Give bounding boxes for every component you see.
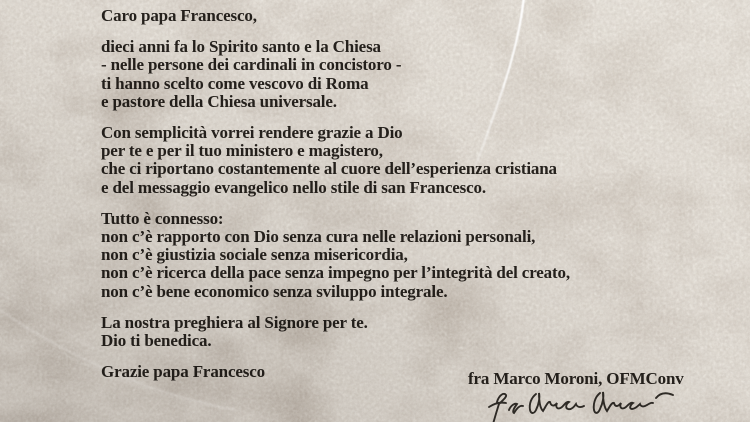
paragraph-prayer <box>101 314 721 350</box>
letter-line: che ci riportano costantemente al cuore dell’esperienza cristiana <box>101 159 557 179</box>
paragraph-salutation <box>101 7 721 25</box>
letter-line: e del messaggio evangelico nello stile di san Francesco. <box>101 177 486 197</box>
paragraph-thanks <box>101 124 721 197</box>
letter-line: dieci anni fa lo Spirito santo e la Chiesa <box>101 37 381 57</box>
letter-line: Grazie papa Francesco <box>101 362 265 382</box>
paragraph-connected <box>101 210 721 301</box>
handwritten-signature <box>486 386 686 422</box>
letter-line: Caro papa Francesco, <box>101 6 257 25</box>
paragraph-election <box>101 38 721 111</box>
letter-line: Tutto è connesso: <box>101 208 224 228</box>
letter-line: per te e per il tuo ministero e magistero, <box>101 141 383 161</box>
letter-line: ti hanno scelto come vescovo di Roma <box>101 73 369 93</box>
letter-line: Con semplicità vorrei rendere grazie a Dio <box>101 123 403 143</box>
letter-line: non c’è ricerca della pace senza impegno per l’integrità del creato, <box>101 263 570 283</box>
letter-line: La nostra preghiera al Signore per te. <box>101 312 368 332</box>
letter-line: non c’è rapporto con Dio senza cura nelle relazioni personali, <box>101 227 536 247</box>
letter-body <box>101 7 721 394</box>
letter-line: - nelle persone dei cardinali in concistoro - <box>101 55 402 75</box>
letter-line: non c’è bene economico senza sviluppo integrale. <box>101 281 448 301</box>
letter-line: e pastore della Chiesa universale. <box>101 91 337 111</box>
signer-name-line: fra Marco Moroni, OFMConv <box>468 369 684 388</box>
letter-line: Dio ti benedica. <box>101 331 212 351</box>
letter-line: non c’è giustizia sociale senza misericordia, <box>101 245 408 265</box>
